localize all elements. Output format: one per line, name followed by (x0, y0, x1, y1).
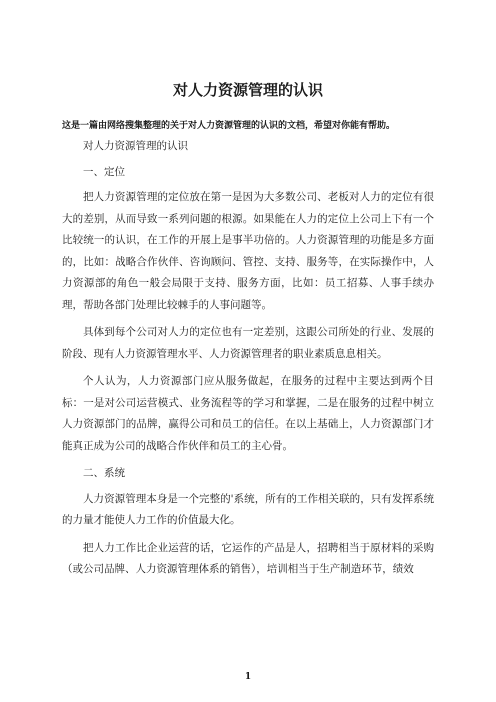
document-title: 对人力资源管理的认识 (172, 81, 323, 99)
section-heading-system: 二、系统 (83, 467, 125, 479)
paragraph: 个人认为，人力资源部门应从服务做起，在服务的过程中主要达到两个目标：一是对公司运营模式、业务流程等的学习和掌握，二是在服务的过程中树立人力资源部门的品牌，赢得公司和员工的信任。在以上基础上，人力资源部门才能真正成为公司的战略合作伙伴和员工的主心骨。 (62, 375, 434, 452)
paragraph: 把人力资源管理的定位放在第一是因为大多数公司、老板对人力的定位有很大的差别，从而导致一系列问题的根源。如果能在人力的定位上公司上下有一个比较统一的认识，在工作的开展上是事半功倍的。人力资源管理的功能是多方面的，比如：战略合作伙伴、咨询顾问、管控、支持、服务等，在实际操作中，人力资源部的角色一般会局限于支持、服务方面，比如：员工招募、人事手续办理，帮助各部门处理比较棘手的人事问题等。 (62, 191, 434, 311)
document-body (62, 136, 434, 587)
paragraph: 人力资源管理本身是一个完整的'系统，所有的工作相关联的，只有发挥系统的力量才能使人力工作的价值最大化。 (62, 492, 434, 526)
page-number: 1 (244, 672, 252, 682)
paragraph: 具体到每个公司对人力的定位也有一定差别，这跟公司所处的行业、发展的阶段、现有人力资源管理水平、人力资源管理者的职业素质息息相关。 (62, 326, 434, 360)
document-intro: 这是一篇由网络搜集整理的关于对人力资源管理的认识的文档，希望对你能有帮助。 (62, 121, 396, 131)
section-heading-positioning: 一、定位 (83, 165, 125, 178)
body-title-line: 对人力资源管理的认识 (83, 140, 188, 152)
paragraph: 把人力工作比企业运营的话，它运作的产品是人，招聘相当于原材料的采购（或公司品牌、人力资源管理体系的销售），培训相当于生产制造环节，绩效 (62, 541, 434, 575)
